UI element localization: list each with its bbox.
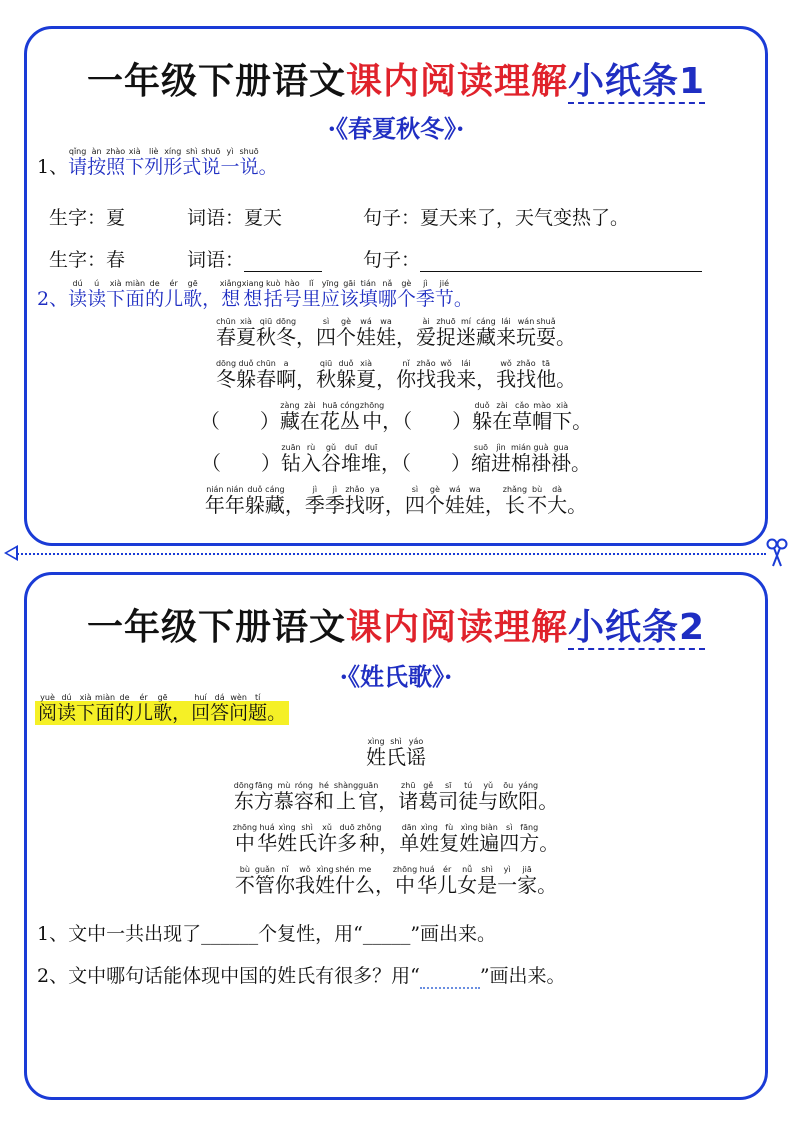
annotated-character: 复fù — [439, 823, 460, 855]
annotated-character: 中zhōng — [392, 865, 418, 897]
question-number: 1、 — [37, 156, 69, 178]
annotated-character: 容róng — [293, 781, 314, 813]
question-1-text-middle: 个复性，用“ — [258, 923, 363, 945]
annotated-character: 秋qiū — [255, 317, 276, 349]
annotated-character: 号hào — [282, 279, 302, 310]
phrase-answer-row — [187, 245, 322, 272]
annotated-character: 季jì — [304, 485, 325, 517]
annotated-character: 四sì — [499, 823, 520, 855]
annotated-character: 请qǐng — [68, 147, 88, 178]
poem-title — [27, 737, 765, 770]
annotated-character: 躲duǒ — [472, 401, 493, 433]
annotated-character: 下xià — [125, 147, 145, 178]
annotated-character: 在zài — [492, 401, 513, 433]
annotated-character: 春chūn — [215, 317, 236, 349]
annotated-character: 读dú — [68, 279, 88, 310]
annotated-character: 姓xìng — [314, 865, 335, 897]
word-label-2: 生字：春 — [49, 249, 126, 271]
punctuation: ， — [379, 831, 400, 855]
annotated-character: 他tā — [536, 359, 557, 391]
annotated-character: 的de — [145, 279, 165, 310]
punctuation: 。 — [571, 451, 591, 475]
annotated-character: 阅yuè — [38, 693, 58, 724]
annotated-character: 堆duī — [341, 443, 361, 475]
punctuation: 。 — [537, 873, 558, 897]
punctuation: 。 — [258, 156, 278, 178]
sentence-answer-blank[interactable] — [420, 249, 702, 272]
annotated-character: 氏shì — [297, 823, 318, 855]
annotated-character: 褂gua — [551, 443, 571, 475]
annotated-character: 姓xìng — [366, 737, 386, 769]
annotated-character: 大dà — [547, 485, 568, 517]
annotated-character: 中zhōng — [232, 823, 258, 855]
punctuation: ， — [376, 367, 397, 391]
punctuation: ， — [396, 325, 417, 349]
annotated-character: 面miàn — [95, 693, 116, 724]
punctuation: ， — [476, 367, 497, 391]
annotated-character: 四sì — [404, 485, 425, 517]
punctuation: ， — [381, 451, 401, 475]
annotated-character: 躲duǒ — [236, 359, 257, 391]
annotated-character: 藏cáng — [264, 485, 285, 517]
question-2-text-end: ”画出来。 — [479, 965, 566, 987]
annotated-character: 东dōng — [233, 781, 254, 813]
annotated-character: 填tián — [358, 279, 378, 310]
annotated-character: 呀ya — [364, 485, 385, 517]
poem-line-2 — [27, 823, 765, 856]
punctuation: ， — [484, 493, 505, 517]
question-2 — [37, 279, 473, 311]
annotated-character: 什shén — [334, 865, 355, 897]
annotated-character: 诸zhū — [398, 781, 419, 813]
annotated-character: 姓xìng — [277, 823, 298, 855]
annotated-character: 躲duǒ — [244, 485, 265, 517]
annotated-character: 迷mí — [456, 317, 477, 349]
annotated-character: 儿ér — [437, 865, 458, 897]
annotated-character: 入rù — [301, 443, 321, 475]
annotated-character: 草cǎo — [512, 401, 533, 433]
punctuation: （ ） — [201, 451, 281, 475]
annotated-character: 哪nǎ — [377, 279, 397, 310]
annotated-character: 找zhǎo — [416, 359, 437, 391]
annotated-character: 我wǒ — [294, 865, 315, 897]
punctuation: 。 — [556, 325, 577, 349]
annotated-character: 下xià — [106, 279, 126, 310]
annotated-character: 上shàng — [333, 781, 359, 813]
annotated-character: 夏xià — [356, 359, 377, 391]
annotated-character: 该gāi — [339, 279, 359, 310]
annotated-character: 华huá — [257, 823, 278, 855]
annotated-character: 躲duǒ — [336, 359, 357, 391]
punctuation: ， — [296, 325, 317, 349]
annotated-character: 褂guà — [531, 443, 551, 475]
annotated-character: 我wǒ — [436, 359, 457, 391]
title-topic: 课内阅读理解 — [345, 607, 568, 648]
question-2 — [37, 961, 566, 989]
scissors-icon — [764, 538, 790, 568]
annotated-character: 么me — [354, 865, 375, 897]
annotated-character: 花huā — [319, 401, 340, 433]
annotated-character: 单dān — [399, 823, 420, 855]
instruction-text — [35, 693, 289, 725]
arrow-left-icon — [4, 545, 18, 561]
title-topic: 课内阅读理解 — [345, 61, 568, 102]
annotated-character: 照zhào — [106, 147, 126, 178]
poem-line-2 — [27, 359, 765, 392]
annotated-character: 钻zuān — [281, 443, 301, 475]
annotated-character: 徒tú — [458, 781, 479, 813]
annotated-character: 四sì — [316, 317, 337, 349]
question-1-text-end: ”画出来。 — [410, 923, 497, 945]
annotated-character: 家jiā — [517, 865, 538, 897]
annotated-character: 歌gē — [153, 693, 173, 724]
punctuation: 。 — [572, 409, 593, 433]
word-label-1: 生字：夏 — [49, 207, 126, 229]
annotated-character: 不bù — [234, 865, 255, 897]
punctuation: ， — [296, 367, 317, 391]
annotated-character: 年nián — [204, 485, 225, 517]
annotated-character: 的de — [115, 693, 135, 724]
title-note: 小纸条2 — [567, 607, 706, 648]
annotated-character: 读dú — [57, 693, 77, 724]
annotated-character: 与yǔ — [478, 781, 499, 813]
annotated-character: 棉mián — [511, 443, 531, 475]
annotated-character: 啊a — [276, 359, 297, 391]
sentence-answer-row — [363, 245, 702, 272]
punctuation: 。 — [567, 493, 588, 517]
underline-mark: _____ — [362, 923, 411, 945]
annotated-character: 丛cóng — [339, 401, 360, 433]
annotated-character: 谣yáo — [406, 737, 426, 769]
card-title — [27, 53, 765, 104]
annotated-character: 里lǐ — [301, 279, 321, 310]
annotated-character: 和hé — [313, 781, 334, 813]
annotated-character: 答dá — [210, 693, 230, 724]
annotated-character: 应yīng — [320, 279, 340, 310]
annotated-character: 下xià — [552, 401, 573, 433]
title-grade: 一年级下册语文 — [86, 61, 346, 102]
annotated-character: 方fāng — [519, 823, 540, 855]
punctuation: ， — [384, 493, 405, 517]
annotated-character: 括kuò — [263, 279, 283, 310]
punctuation: （ ） — [401, 451, 471, 475]
annotated-character: 题tí — [248, 693, 268, 724]
annotated-character: 儿ér — [134, 693, 154, 724]
annotated-character: 种zhǒng — [357, 823, 382, 855]
poem-line-1 — [27, 317, 765, 350]
annotated-character: 藏zàng — [279, 401, 300, 433]
annotated-character: 管guǎn — [254, 865, 275, 897]
annotated-character: 女nǚ — [457, 865, 478, 897]
annotated-character: 你nǐ — [274, 865, 295, 897]
annotated-character: 玩wán — [516, 317, 537, 349]
annotated-character: 华huá — [417, 865, 438, 897]
annotated-character: 耍shuǎ — [536, 317, 557, 349]
annotated-character: 季jì — [415, 279, 435, 310]
punctuation: 。 — [556, 367, 577, 391]
punctuation: （ ） — [199, 409, 280, 433]
annotated-character: 儿ér — [164, 279, 184, 310]
question-2-text — [68, 279, 473, 310]
wavy-line-mark — [420, 965, 480, 989]
cut-line — [14, 553, 766, 555]
phrase-label-2: 词语： — [187, 249, 245, 271]
annotated-character: 司sī — [438, 781, 459, 813]
annotated-character: 爱ài — [416, 317, 437, 349]
annotated-character: 慕mù — [273, 781, 294, 813]
annotated-character: 面miàn — [125, 279, 146, 310]
phrase-label-1: 词语：夏天 — [187, 207, 283, 229]
annotated-character: 阳yáng — [518, 781, 539, 813]
question-number: 2、 — [37, 288, 69, 310]
annotated-character: 欧ōu — [498, 781, 519, 813]
punctuation: 。 — [267, 702, 287, 724]
annotated-character: 春chūn — [256, 359, 277, 391]
annotated-character: 是shì — [477, 865, 498, 897]
annotated-character: 说shuō — [239, 147, 259, 178]
annotated-character: 许xǔ — [317, 823, 338, 855]
annotated-character: 年nián — [224, 485, 245, 517]
annotated-character: 进jìn — [491, 443, 511, 475]
count-answer-blank[interactable]: ______ — [201, 923, 259, 945]
annotated-character: 想xiǎng — [219, 279, 242, 310]
punctuation: ， — [374, 873, 395, 897]
punctuation: ， — [382, 409, 403, 433]
annotated-character: 娃wa — [376, 317, 397, 349]
annotated-character: 个gè — [424, 485, 445, 517]
annotated-character: 不bù — [527, 485, 548, 517]
question-1 — [37, 147, 278, 179]
annotated-character: 问wèn — [229, 693, 249, 724]
annotated-character: 我wǒ — [496, 359, 517, 391]
annotated-character: 多duō — [337, 823, 358, 855]
annotated-character: 藏cáng — [476, 317, 497, 349]
annotated-character: 季jì — [324, 485, 345, 517]
annotated-character: 一yì — [497, 865, 518, 897]
annotated-character: 冬dōng — [275, 317, 297, 349]
annotated-character: 一yì — [220, 147, 240, 178]
sentence-label-2: 句子： — [363, 249, 421, 271]
poem-line-1 — [27, 781, 765, 814]
punctuation: 。 — [539, 831, 560, 855]
annotated-character: 秋qiū — [316, 359, 337, 391]
annotated-character: 捉zhuō — [436, 317, 457, 349]
annotated-character: 姓xìng — [459, 823, 480, 855]
annotated-character: 列liè — [144, 147, 164, 178]
annotated-character: 氏shì — [386, 737, 406, 769]
annotated-character: 缩suō — [471, 443, 491, 475]
question-1-text — [68, 147, 278, 178]
annotated-character: 夏xià — [235, 317, 256, 349]
phrase-answer-blank[interactable] — [244, 249, 322, 272]
annotated-character: 回huí — [191, 693, 211, 724]
punctuation: 。 — [538, 789, 559, 813]
reading-card-2 — [24, 572, 768, 1100]
poem-line-4 — [27, 443, 765, 476]
annotated-character: 找zhǎo — [344, 485, 365, 517]
question-1-text-start: 1、文中一共出现了 — [37, 923, 202, 945]
annotated-character: 形xíng — [163, 147, 183, 178]
annotated-character: 冬dōng — [215, 359, 237, 391]
annotated-character: 娃wá — [356, 317, 377, 349]
title-grade: 一年级下册语文 — [86, 607, 346, 648]
punctuation: ， — [378, 789, 399, 813]
poem-line-3 — [27, 401, 765, 434]
annotated-character: 找zhǎo — [516, 359, 537, 391]
annotated-character: 你nǐ — [396, 359, 417, 391]
annotated-character: 按àn — [87, 147, 107, 178]
annotated-character: 式shì — [182, 147, 202, 178]
punctuation: ， — [202, 288, 222, 310]
annotated-character: 姓xìng — [419, 823, 440, 855]
punctuation: ， — [172, 702, 192, 724]
annotated-character: 谷gǔ — [321, 443, 341, 475]
annotated-character: 下xià — [76, 693, 96, 724]
annotated-character: 节jié — [434, 279, 454, 310]
annotated-character: 葛gě — [418, 781, 439, 813]
annotated-character: 说shuō — [201, 147, 221, 178]
annotated-character: 中zhōng — [359, 401, 385, 433]
sentence-label-1: 句子：夏天来了，天气变热了。 — [363, 207, 630, 229]
annotated-character: 娃wá — [444, 485, 465, 517]
annotated-character: 读ú — [87, 279, 107, 310]
annotated-character: 歌gē — [183, 279, 203, 310]
annotated-character: 娃wa — [464, 485, 485, 517]
annotated-character: 在zài — [299, 401, 320, 433]
annotated-character: 来lái — [496, 317, 517, 349]
poem-line-5 — [27, 485, 765, 518]
annotated-character: 个gè — [396, 279, 416, 310]
lesson-subtitle: ·《姓氏歌》· — [339, 662, 453, 691]
annotated-character: 方fāng — [253, 781, 274, 813]
annotated-character: 长zhǎng — [502, 485, 528, 517]
question-1 — [37, 919, 496, 946]
reading-card-1 — [24, 26, 768, 546]
annotated-character: 帽mào — [532, 401, 553, 433]
annotated-character: 遍biàn — [479, 823, 500, 855]
punctuation: （ ） — [402, 409, 473, 433]
instruction — [35, 693, 289, 725]
annotated-character: 堆duī — [361, 443, 381, 475]
punctuation: ， — [284, 493, 305, 517]
card-title — [27, 599, 765, 650]
punctuation: 。 — [453, 288, 473, 310]
title-note: 小纸条1 — [567, 61, 706, 102]
question-2-text-start: 2、文中哪句话能体现中国的姓氏有很多？用“ — [37, 965, 420, 987]
annotated-character: 个gè — [336, 317, 357, 349]
poem-line-3 — [27, 865, 765, 898]
annotated-character: 想xiang — [241, 279, 264, 310]
annotated-character: 官guān — [358, 781, 379, 813]
lesson-subtitle: ·《春夏秋冬》· — [327, 114, 465, 143]
annotated-character: 来lái — [456, 359, 477, 391]
